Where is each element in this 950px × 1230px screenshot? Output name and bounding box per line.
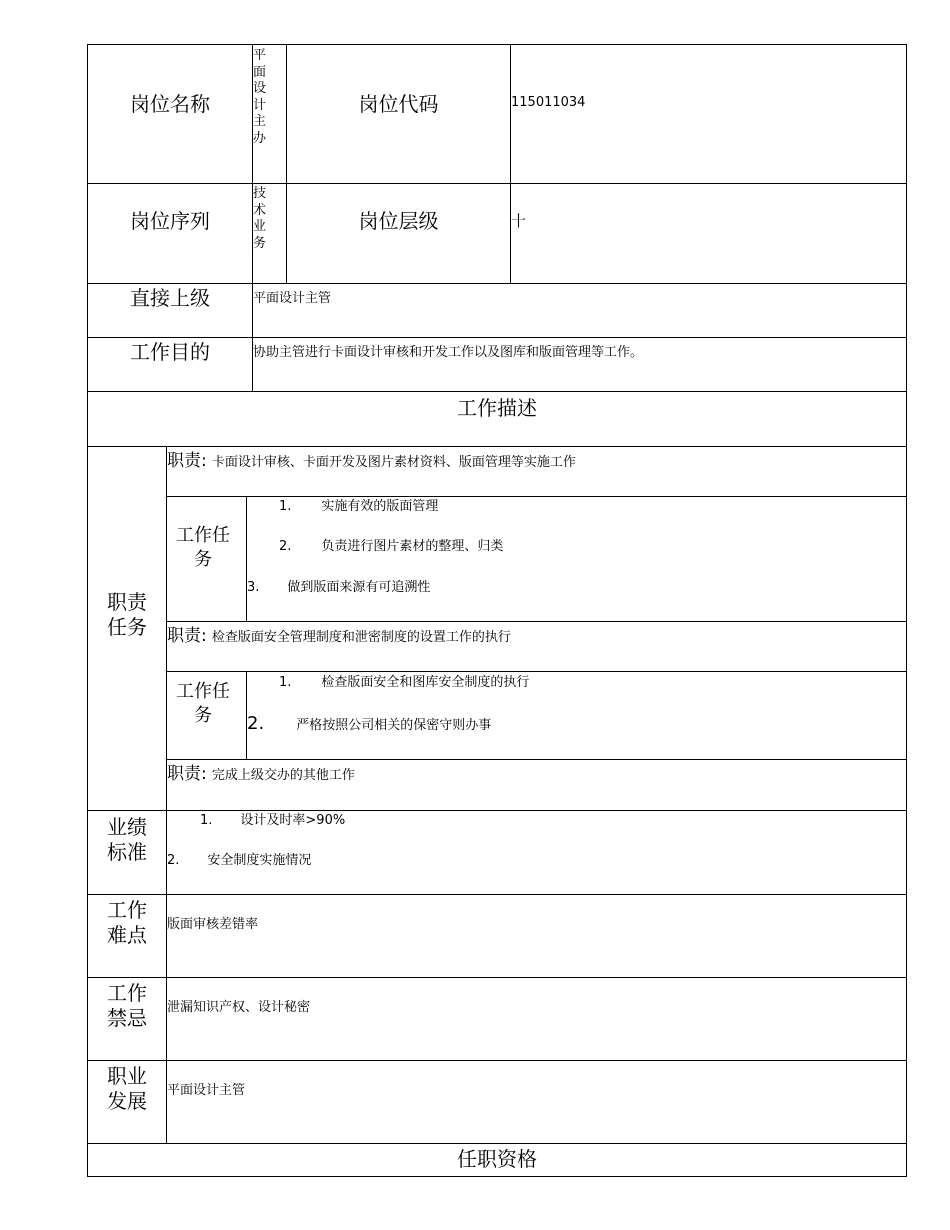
table-border-line <box>246 496 247 622</box>
task-number: 2. <box>247 713 265 734</box>
task-number: 3. <box>247 580 260 595</box>
duty-text: 完成上级交办的其他工作 <box>211 768 355 783</box>
table-border-line <box>87 810 907 811</box>
description-title: 工作描述 <box>457 396 537 420</box>
task-item <box>279 499 438 515</box>
career-value: 平面设计主管 <box>167 1083 246 1098</box>
table-border-line <box>87 1143 907 1144</box>
table-border-line <box>166 759 907 760</box>
table-border-line <box>87 44 907 45</box>
task-text: 实施有效的版面管理 <box>321 499 439 514</box>
performance-label: 业绩标准 <box>107 815 147 864</box>
difficulty-label: 工作难点 <box>107 898 147 947</box>
table-border-line <box>87 337 907 338</box>
task-number: 2. <box>279 539 292 554</box>
position-code-label: 岗位代码 <box>358 92 439 116</box>
table-border-line <box>87 977 907 978</box>
task-item <box>247 713 491 735</box>
task-number: 1. <box>279 675 292 690</box>
table-border-line <box>166 496 907 497</box>
table-border-line <box>87 283 907 284</box>
taboo-value: 泄漏知识产权、设计秘密 <box>167 1000 311 1015</box>
task-text: 检查版面安全和图库安全制度的执行 <box>321 675 530 690</box>
task-item <box>279 675 529 691</box>
table-border-line <box>166 446 167 1144</box>
table-border-line <box>87 391 907 392</box>
position-level-value: 十 <box>511 212 527 230</box>
table-border-line <box>87 894 907 895</box>
duty-text: 卡面设计审核、卡面开发及图片素材资料、版面管理等实施工作 <box>211 455 576 470</box>
duty-text: 检查版面安全管理制度和泄密制度的设置工作的执行 <box>211 630 511 645</box>
position-series-value: 技术业务 <box>253 186 267 251</box>
duty-prefix: 职责: <box>167 764 207 784</box>
supervisor-value: 平面设计主管 <box>253 291 332 306</box>
performance-text: 设计及时率>90% <box>240 813 346 828</box>
position-level-label: 岗位层级 <box>358 209 439 233</box>
performance-number: 2. <box>167 853 180 868</box>
task-item <box>247 580 430 596</box>
table-border-line <box>87 446 907 447</box>
table-border-line <box>166 671 907 672</box>
position-name-value: 平面设计主办 <box>253 48 267 146</box>
table-border-line <box>166 621 907 622</box>
position-code-value: 115011034 <box>511 95 586 110</box>
duty-row-1 <box>167 451 576 471</box>
position-series-label: 岗位序列 <box>130 209 210 233</box>
position-name-label: 岗位名称 <box>130 92 210 116</box>
task-label: 工作任务 <box>176 525 230 570</box>
task-text: 严格按照公司相关的保密守则办事 <box>296 718 492 733</box>
task-item <box>279 539 503 555</box>
duty-prefix: 职责: <box>167 626 207 646</box>
career-label: 职业发展 <box>107 1064 147 1113</box>
duty-prefix: 职责: <box>167 451 207 471</box>
qualification-title: 任职资格 <box>457 1147 537 1171</box>
duties-label: 职责任务 <box>107 590 147 639</box>
task-text: 做到版面来源有可追溯性 <box>287 580 431 595</box>
performance-text: 安全制度实施情况 <box>207 853 312 868</box>
table-border-line <box>510 44 511 284</box>
table-border-line <box>87 1060 907 1061</box>
purpose-value: 协助主管进行卡面设计审核和开发工作以及图库和版面管理等工作。 <box>253 345 644 360</box>
duty-row-3 <box>167 764 355 784</box>
taboo-label: 工作禁忌 <box>107 981 147 1030</box>
table-border-line <box>87 183 907 184</box>
table-border-line <box>87 1176 907 1177</box>
task-text: 负责进行图片素材的整理、归类 <box>321 539 504 554</box>
task-number: 1. <box>279 499 292 514</box>
performance-number: 1. <box>200 813 213 828</box>
table-border-line <box>286 44 287 284</box>
performance-item <box>167 853 311 869</box>
purpose-label: 工作目的 <box>130 340 210 364</box>
supervisor-label: 直接上级 <box>130 286 210 310</box>
performance-item <box>200 813 345 829</box>
task-label: 工作任务 <box>176 681 230 726</box>
table-border-line <box>906 44 907 1177</box>
difficulty-value: 版面审核差错率 <box>167 917 259 932</box>
duty-row-2 <box>167 626 511 646</box>
